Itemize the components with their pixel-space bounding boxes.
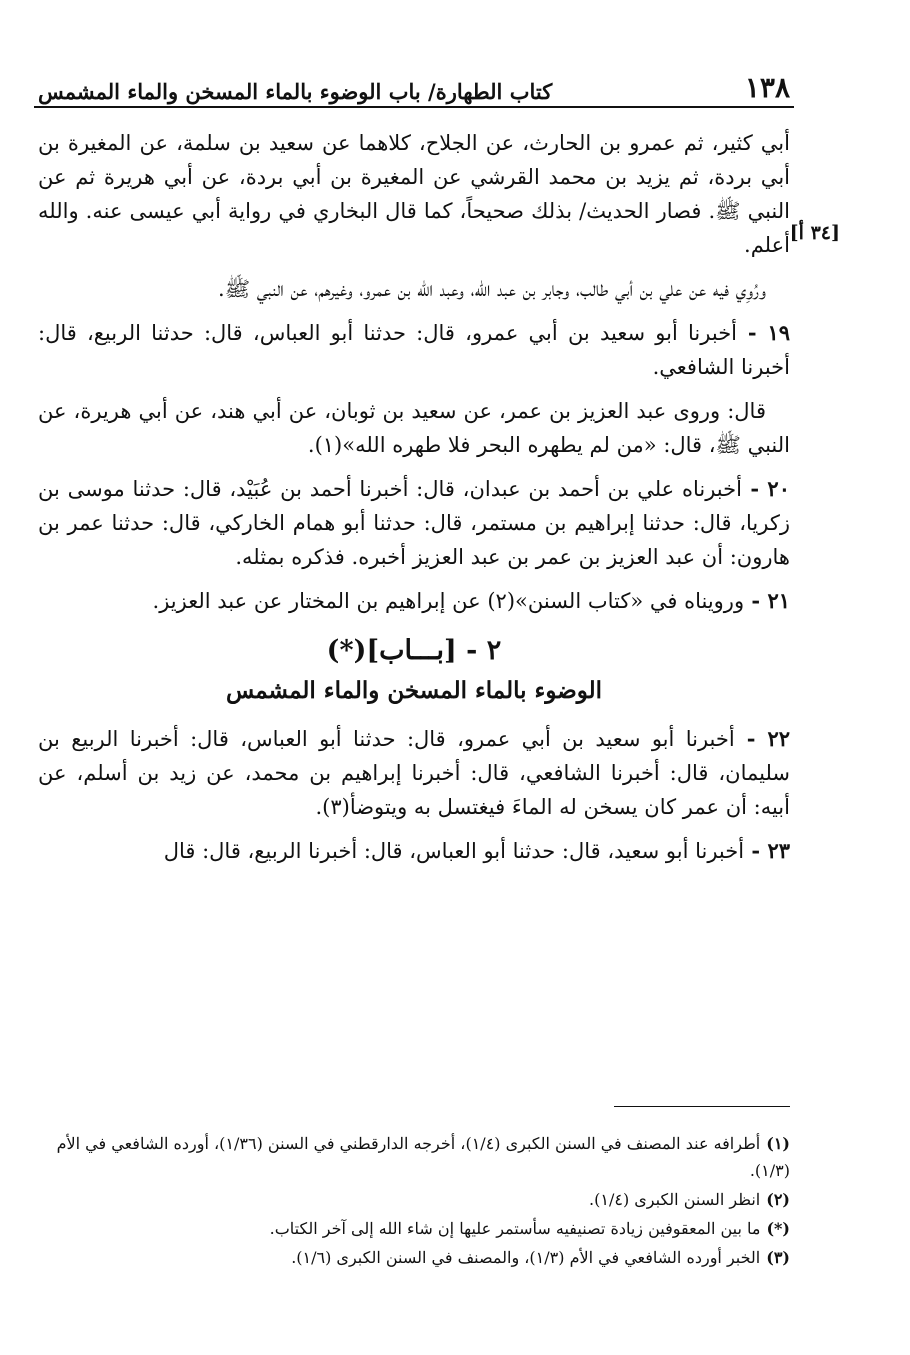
paragraph-1 bbox=[38, 126, 790, 262]
hadith-23 bbox=[38, 834, 790, 868]
hadith-number: ٢٢ - bbox=[734, 726, 790, 751]
chapter-heading: ٢ - [بـــاب](*) bbox=[326, 635, 502, 666]
chapter-subheading: الوضوء بالماء المسخن والماء المشمس bbox=[225, 677, 603, 704]
hadith-number: ٢٣ - bbox=[744, 838, 790, 863]
footnote-star bbox=[38, 1215, 790, 1242]
margin-reference: [٣٤ أ] bbox=[789, 222, 840, 244]
footnote-text: أطرافه عند المصنف في السنن الكبرى (١/٤)، أخرجه الدارقطني في السنن (١/٣٦)، أورده الشافعي في الأم (١/٣). bbox=[56, 1134, 790, 1180]
footnote-number: (١) bbox=[766, 1134, 790, 1153]
header-rule bbox=[34, 106, 794, 108]
paragraph-text: أخبرنا أبو سعيد بن أبي عمرو، قال: حدثنا أبو العباس، قال: حدثنا الربيع، قال: أخبرنا الشافعي. bbox=[38, 321, 790, 379]
paragraph-text: أبي كثير، ثم عمرو بن الحارث، عن الجلاح، كلاهما عن سعيد بن سلمة، عن المغيرة بن أبي بردة، ثم يزيد بن محمد القرشي عن المغيرة بن أبي بردة، عن أبي هريرة ثم عن النبي ﷺ. فصار الحديث/ بذلك صحيحاً، كما قال البخاري في رواية أبي عيسى عنه. والله أعلم. bbox=[38, 131, 790, 257]
paragraph-2 bbox=[38, 272, 790, 306]
footnote-2 bbox=[38, 1186, 790, 1213]
paragraph-text: أخبرناه علي بن أحمد بن عبدان، قال: أخبرنا أحمد بن عُبَيْد، قال: حدثنا موسى بن زكريا، قال: حدثنا إبراهيم بن مستمر، قال: حدثنا أبو همام الخاركي، قال: حدثنا عمر بن هارون: أن عبد العزيز بن عمر بن عبد العزيز أخبره. فذكره بمثله. bbox=[38, 477, 790, 569]
footnote-number: (٢) bbox=[766, 1190, 790, 1209]
footnote-1 bbox=[38, 1130, 790, 1184]
footnote-text: ما بين المعقوفين زيادة تصنيفيه سأستمر عليها إن شاء الله إلى آخر الكتاب. bbox=[269, 1219, 761, 1238]
hadith-19 bbox=[38, 316, 790, 384]
paragraph-text: ورويناه في «كتاب السنن»(٢) عن إبراهيم بن المختار عن عبد العزيز. bbox=[152, 589, 745, 613]
footnotes bbox=[38, 1130, 790, 1273]
hadith-20 bbox=[38, 472, 790, 574]
paragraph-text: أخبرنا أبو سعيد، قال: حدثنا أبو العباس، قال: أخبرنا الربيع، قال: قال bbox=[163, 839, 745, 863]
hadith-number: ٢٠ - bbox=[741, 476, 790, 501]
hadith-number: ١٩ - bbox=[737, 320, 790, 345]
paragraph-4 bbox=[38, 394, 790, 462]
footnote-number: (٣) bbox=[766, 1248, 790, 1267]
main-text bbox=[38, 126, 790, 878]
hadith-number: ٢١ - bbox=[744, 588, 790, 613]
hadith-21 bbox=[38, 584, 790, 618]
paragraph-text: ورُوِي فيه عن علي بن أبي طالب، وجابر بن عبد الله، وعبد الله بن عمرو، وغيرهم، عن النبي ﷺ. bbox=[218, 277, 766, 301]
footnote-3 bbox=[38, 1244, 790, 1271]
page-number: ١٣٨ bbox=[744, 71, 790, 104]
footnote-separator bbox=[614, 1106, 790, 1107]
footnote-text: انظر السنن الكبرى (١/٤). bbox=[589, 1190, 761, 1209]
footnote-number: (*) bbox=[766, 1219, 790, 1238]
paragraph-text: قال: وروى عبد العزيز بن عمر، عن سعيد بن ثوبان، عن أبي هند، عن أبي هريرة، عن النبي ﷺ، قال: «من لم يطهره البحر فلا طهره الله»(١). bbox=[38, 399, 790, 457]
running-title: كتاب الطهارة/ باب الوضوء بالماء المسخن والماء المشمس bbox=[38, 79, 553, 104]
hadith-22 bbox=[38, 722, 790, 824]
paragraph-text: أخبرنا أبو سعيد بن أبي عمرو، قال: حدثنا أبو العباس، قال: أخبرنا الربيع بن سليمان، قال: أخبرنا الشافعي، قال: أخبرنا إبراهيم بن محمد، عن زيد بن أسلم، عن أبيه: أن عمر كان يسخن له الماءَ فيغتسل به ويتوضأ(٣). bbox=[38, 727, 790, 819]
footnote-text: الخبر أورده الشافعي في الأم (١/٣)، والمصنف في السنن الكبرى (١/٦). bbox=[291, 1248, 761, 1267]
page-header bbox=[38, 66, 790, 108]
